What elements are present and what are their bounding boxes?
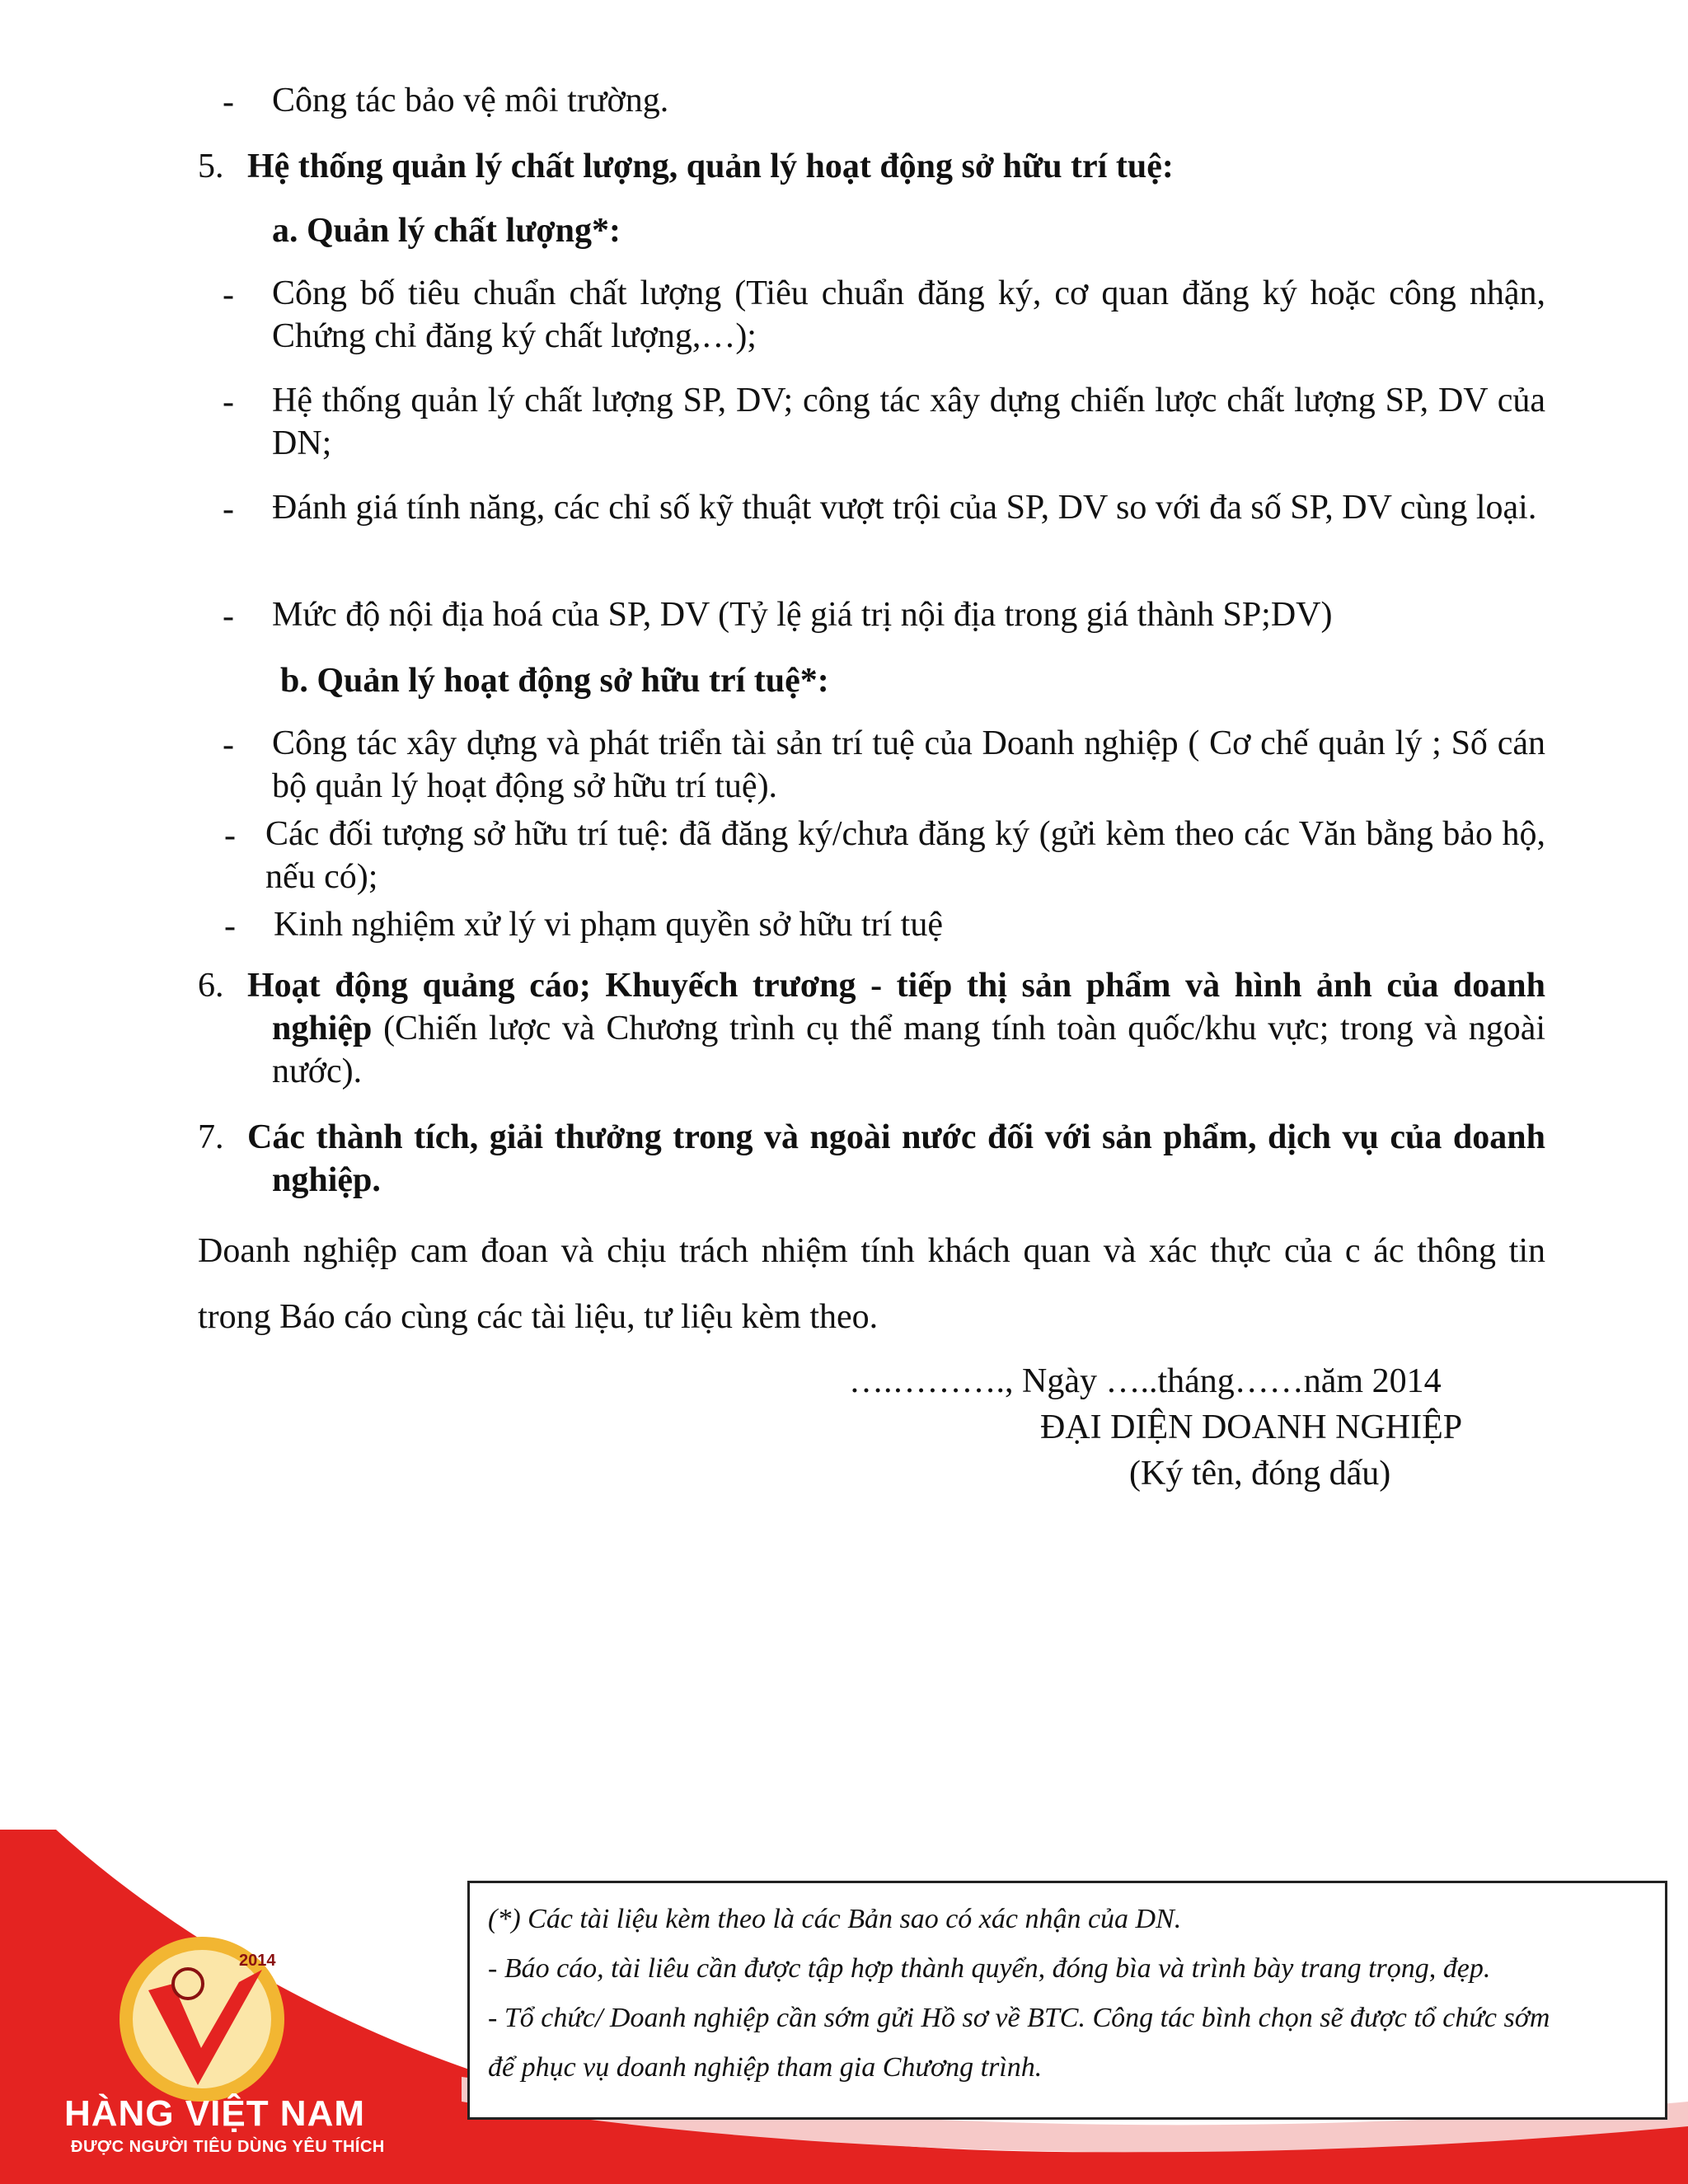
bullet-dash: - [223,726,234,764]
section-7-number: 7. [198,1118,224,1156]
section-5a-title: a. Quản lý chất lượng*: [272,212,621,250]
section-5-number: 5. [198,148,224,185]
footer-note-line: để phục vụ doanh nghiệp tham gia Chương trình. [488,2052,1043,2083]
bullet-dash: - [223,83,234,121]
bullet-dash: - [224,907,236,945]
env-item: Công tác bảo vệ môi trường. [272,82,669,120]
footer-note-box [467,1881,1667,2120]
s5a-item-3: Đánh giá tính năng, các chỉ số kỹ thuật vượt trội của SP, DV so với đa số SP, DV cùng loại. [272,489,1537,527]
section-6-desc: (Chiến lược và Chương trình cụ thể mang tính toàn quốc/khu vực; trong và ngoài nước). [272,1010,1545,1090]
signature-date-line: ….………., Ngày …..tháng……năm 2014 [849,1362,1442,1400]
s5a-item-1: Công bố tiêu chuẩn chất lượng (Tiêu chuẩn đăng ký, cơ quan đăng ký hoặc công nhận, Chứng chỉ đăng ký chất lượng,…); [272,274,1545,355]
logo-year: 2014 [239,1952,276,1970]
s5b-item-3: Kinh nghiệm xử lý vi phạm quyền sở hữu trí tuệ [274,906,943,944]
s5b-item-2: Các đối tượng sở hữu trí tuệ: đã đăng ký/chưa đăng ký (gửi kèm theo các Văn bằng bảo hộ, nếu có); [265,815,1545,896]
bullet-dash: - [223,490,234,528]
footer-note-line: (*) Các tài liệu kèm theo là các Bản sao có xác nhận của DN. [488,1904,1182,1934]
signature-title: ĐẠI DIỆN DOANH NGHIỆP [1040,1408,1463,1446]
commitment-paragraph: Doanh nghiệp cam đoan và chịu trách nhiệm tính khách quan và xác thực của c ác thông tin trong Báo cáo cùng các tài liệu, tư liệu kèm theo. [198,1232,1545,1336]
bullet-dash: - [224,817,236,855]
section-6-text [247,964,1545,1093]
s5a-item-4: Mức độ nội địa hoá của SP, DV (Tỷ lệ giá trị nội địa trong giá thành SP;DV) [272,596,1333,634]
s5b-item-1: Công tác xây dựng và phát triển tài sản trí tuệ của Doanh nghiệp ( Cơ chế quản lý ; Số cán bộ quản lý hoạt động sở hữu trí tuệ). [272,724,1545,805]
footer-note-line: - Tổ chức/ Doanh nghiệp cần sớm gửi Hồ sơ về BTC. Công tác bình chọn sẽ được tổ chức sớm [488,2003,1550,2033]
bullet-dash: - [223,383,234,421]
section-5b-title: b. Quản lý hoạt động sở hữu trí tuệ*: [280,662,829,700]
section-6-title: Hoạt động quảng cáo; Khuyếch trương - tiếp thị sản phẩm và hình ảnh của doanh nghiệp [247,967,1545,1047]
section-7-title: Các thành tích, giải thưởng trong và ngoài nước đối với sản phẩm, dịch vụ của doanh nghiệp. [247,1118,1545,1199]
footer-note-line: - Báo cáo, tài liêu cần được tập hợp thành quyển, đóng bìa và trình bày trang trọng, đẹp. [488,1953,1491,1984]
section-6-number: 6. [198,967,224,1005]
signature-note: (Ký tên, đóng dấu) [1129,1455,1391,1493]
s5a-item-2: Hệ thống quản lý chất lượng SP, DV; công tác xây dựng chiến lược chất lượng SP, DV của DN; [272,382,1545,462]
section-5-title: Hệ thống quản lý chất lượng, quản lý hoạt động sở hữu trí tuệ: [247,148,1174,185]
logo-title: HÀNG VIỆT NAM [64,2093,365,2134]
bullet-dash: - [223,276,234,314]
logo-slogan: ĐƯỢC NGƯỜI TIÊU DÙNG YÊU THÍCH [71,2138,385,2156]
hang-viet-nam-logo-emblem [115,1933,288,2106]
bullet-dash: - [223,598,234,635]
